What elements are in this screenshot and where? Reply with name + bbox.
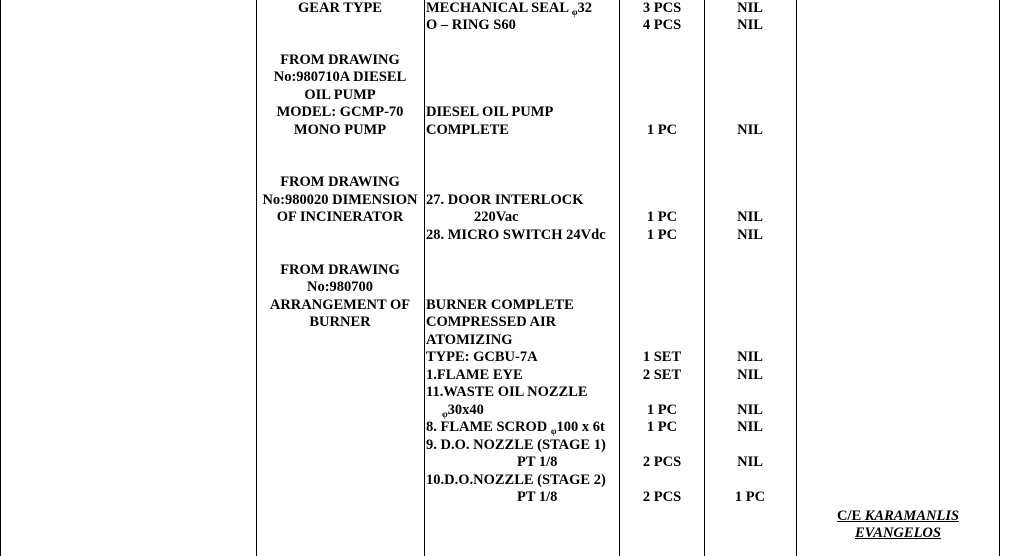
remaining-cell: 1 PC (734, 489, 766, 505)
item-text: 10.D.O.NOZZLE (STAGE 2) (426, 472, 606, 488)
item-text: 27. DOOR INTERLOCK (426, 192, 584, 208)
description-cell: OF INCINERATOR (276, 209, 404, 225)
description-cell: BURNER (309, 314, 371, 330)
qty-cell: 2 SET (642, 367, 682, 383)
item-text: TYPE: GCBU-7A (426, 349, 538, 365)
description-cell: FROM DRAWING (280, 52, 400, 68)
qty-cell: 4 PCS (642, 17, 682, 33)
col-divider-3 (619, 0, 620, 556)
item-text: 28. MICRO SWITCH 24Vdc (426, 227, 606, 243)
remaining-cell: NIL (737, 367, 763, 383)
signature-line-2: EVANGELOS (855, 525, 941, 541)
qty-cell: 1 PC (646, 209, 678, 225)
item-text: 9. D.O. NOZZLE (STAGE 1) (426, 437, 606, 453)
qty-cell: 2 PCS (642, 454, 682, 470)
remaining-cell: NIL (737, 454, 763, 470)
qty-cell: 1 PC (646, 227, 678, 243)
item-text: DIESEL OIL PUMP (426, 104, 554, 120)
item-text: COMPRESSED AIR (426, 314, 557, 330)
description-cell: No:980710A DIESEL (273, 69, 407, 85)
item-text: O – RING S60 (426, 17, 516, 33)
description-cell: MODEL: GCMP-70 (276, 104, 404, 120)
item-text: $_\varphi$30x40 (442, 402, 484, 419)
item-text: PT 1/8 (517, 454, 558, 470)
item-text: PT 1/8 (517, 489, 558, 505)
qty-cell: 1 PC (646, 122, 678, 138)
remaining-cell: NIL (737, 349, 763, 365)
qty-cell: 3 PCS (642, 0, 682, 16)
remaining-cell: NIL (737, 17, 763, 33)
item-text: 11.WASTE OIL NOZZLE (426, 384, 588, 400)
qty-cell: 2 PCS (642, 489, 682, 505)
remaining-cell: NIL (737, 209, 763, 225)
description-cell: MONO PUMP (293, 122, 387, 138)
col-divider-4 (704, 0, 705, 556)
remaining-cell: NIL (737, 419, 763, 435)
qty-cell: 1 PC (646, 402, 678, 418)
col-divider-2 (424, 0, 425, 556)
remaining-cell: NIL (737, 402, 763, 418)
item-text: 1.FLAME EYE (426, 367, 523, 383)
signature-line-1: C/E KARAMANLIS (836, 508, 960, 524)
item-text: BURNER COMPLETE (426, 297, 574, 313)
qty-cell: 1 SET (642, 349, 682, 365)
description-cell: FROM DRAWING (280, 174, 400, 190)
col-divider-5 (796, 0, 797, 556)
description-cell: ARRANGEMENT OF (269, 297, 411, 313)
item-text: 220Vac (474, 209, 519, 225)
remaining-cell: NIL (737, 122, 763, 138)
description-cell: OIL PUMP (304, 87, 376, 103)
item-text: MECHANICAL SEAL $_\varphi$32 (426, 0, 592, 17)
item-text: COMPLETE (426, 122, 509, 138)
table-border-left (0, 0, 1, 556)
table-border-right (999, 0, 1000, 556)
qty-cell: 1 PC (646, 419, 678, 435)
item-text: ATOMIZING (426, 332, 513, 348)
remaining-cell: NIL (737, 0, 763, 16)
description-cell: No:980020 DIMENSION (262, 192, 418, 208)
item-text: 8. FLAME SCROD $_\varphi$100 x 6t (426, 419, 605, 436)
description-cell: FROM DRAWING (280, 262, 400, 278)
description-cell: No:980700 (306, 279, 374, 295)
description-cell: GEAR TYPE (298, 0, 382, 16)
remaining-cell: NIL (737, 227, 763, 243)
